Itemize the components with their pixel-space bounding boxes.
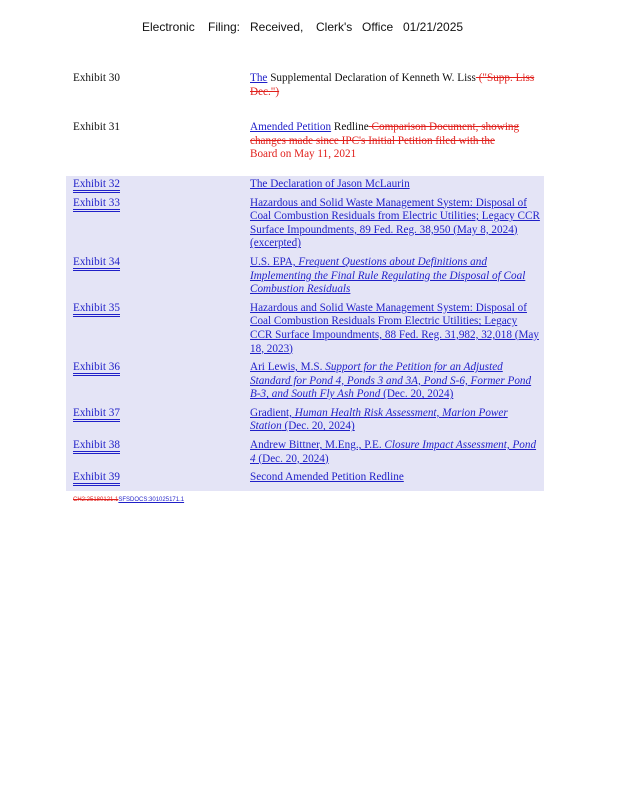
exhibit-label[interactable]: Exhibit 39	[73, 471, 120, 486]
doc-id: SFSDOCS:301025171.1	[118, 497, 185, 503]
exhibit-author[interactable]: U.S. EPA,	[250, 255, 299, 268]
exhibit-title[interactable]: Hazardous and Solid Waste Management System: Disposal of Coal Combustion Residuals From Electric Utilities; Legacy CCR Surface Impoundments, 88 Fed. Reg. 31,982, 32,018 (May 18, 2023)	[250, 301, 539, 355]
inserted-text: The	[250, 72, 268, 84]
plain-text: Redline	[331, 121, 369, 134]
exhibit-label: Exhibit 30	[73, 72, 120, 84]
exhibit-title[interactable]: Support for the Petition for an Adjusted Standard for Pond 4, Ponds 3 and 3A, Pond S-6, Former Pond B-3, and South Fly Ash Pond	[250, 361, 532, 401]
inserted-text: Amended Petition	[250, 121, 332, 134]
exhibit-label[interactable]: Exhibit 37	[73, 407, 120, 422]
header-electronic: Electronic	[142, 20, 195, 34]
exhibit-label: Exhibit 31	[73, 121, 120, 134]
exhibit-date[interactable]: (Dec. 20, 2024)	[380, 388, 454, 401]
exhibit-label[interactable]: Exhibit 36	[73, 361, 120, 376]
exhibit-label[interactable]: Exhibit 34	[73, 256, 120, 271]
exhibit-row-36[interactable]	[66, 359, 544, 405]
exhibit-label[interactable]: Exhibit 32	[73, 178, 120, 193]
exhibit-label[interactable]: Exhibit 38	[73, 439, 120, 454]
exhibit-description	[250, 121, 544, 162]
exhibit-row-34[interactable]	[66, 254, 544, 300]
plain-text: Supplemental Declaration of Kenneth W. Liss	[267, 72, 476, 84]
exhibit-row-30	[66, 70, 544, 102]
exhibit-author[interactable]: Ari Lewis, M.S.	[250, 361, 326, 374]
header-filing: Filing:	[208, 20, 241, 34]
deleted-doc-id: CH2:25180121.1	[73, 497, 119, 503]
exhibit-description	[250, 72, 544, 99]
deleted-text: Comparison Document, showing changes made since IPC's Initial Petition filed with the	[250, 121, 520, 147]
exhibit-date[interactable]: (Dec. 20, 2024)	[281, 420, 355, 433]
deleted-text: ("Supp. Liss Dec.")	[250, 72, 535, 98]
exhibit-label[interactable]: Exhibit 35	[73, 302, 120, 317]
header-office: Office	[362, 20, 394, 34]
exhibit-author[interactable]: Andrew Bittner, M.Eng., P.E.	[250, 439, 385, 452]
exhibit-title[interactable]: Hazardous and Solid Waste Management System: Disposal of Coal Combustion Residuals from Electric Utilities; Legacy CCR Surface Impoundments, 89 Fed. Reg. 38,950 (May 8, 2024) (excerpted)	[250, 196, 540, 250]
document-footer-id	[73, 497, 184, 503]
inserted-red-text: Board on May 11, 2021	[250, 148, 357, 161]
exhibit-label[interactable]: Exhibit 33	[73, 197, 120, 212]
exhibit-row-38[interactable]	[66, 437, 544, 469]
exhibit-author[interactable]: Gradient,	[250, 406, 295, 419]
exhibit-title[interactable]: Second Amended Petition Redline	[250, 471, 404, 484]
exhibit-row-35[interactable]	[66, 300, 544, 359]
exhibit-table	[66, 70, 544, 491]
exhibit-title[interactable]: Closure Impact Assessment, Pond 4	[250, 439, 537, 465]
header-date: 01/21/2025	[403, 20, 464, 34]
header-received: Received,	[250, 20, 304, 34]
exhibit-title[interactable]: Human Health Risk Assessment, Marion Power Station	[250, 406, 508, 433]
exhibit-row-39[interactable]	[66, 469, 544, 491]
exhibit-title[interactable]: Frequent Questions about Definitions and Implementing the Final Rule Regulating the Disposal of Coal Combustion Residuals	[250, 255, 526, 296]
exhibit-row-32[interactable]	[66, 176, 544, 195]
header-clerks: Clerk's	[316, 20, 353, 34]
exhibit-date[interactable]: (Dec. 20, 2024)	[255, 452, 329, 465]
exhibit-row-33[interactable]	[66, 195, 544, 254]
exhibit-title[interactable]: The Declaration of Jason McLaurin	[250, 177, 410, 190]
exhibit-row-37[interactable]	[66, 405, 544, 437]
exhibit-row-31	[66, 119, 544, 165]
